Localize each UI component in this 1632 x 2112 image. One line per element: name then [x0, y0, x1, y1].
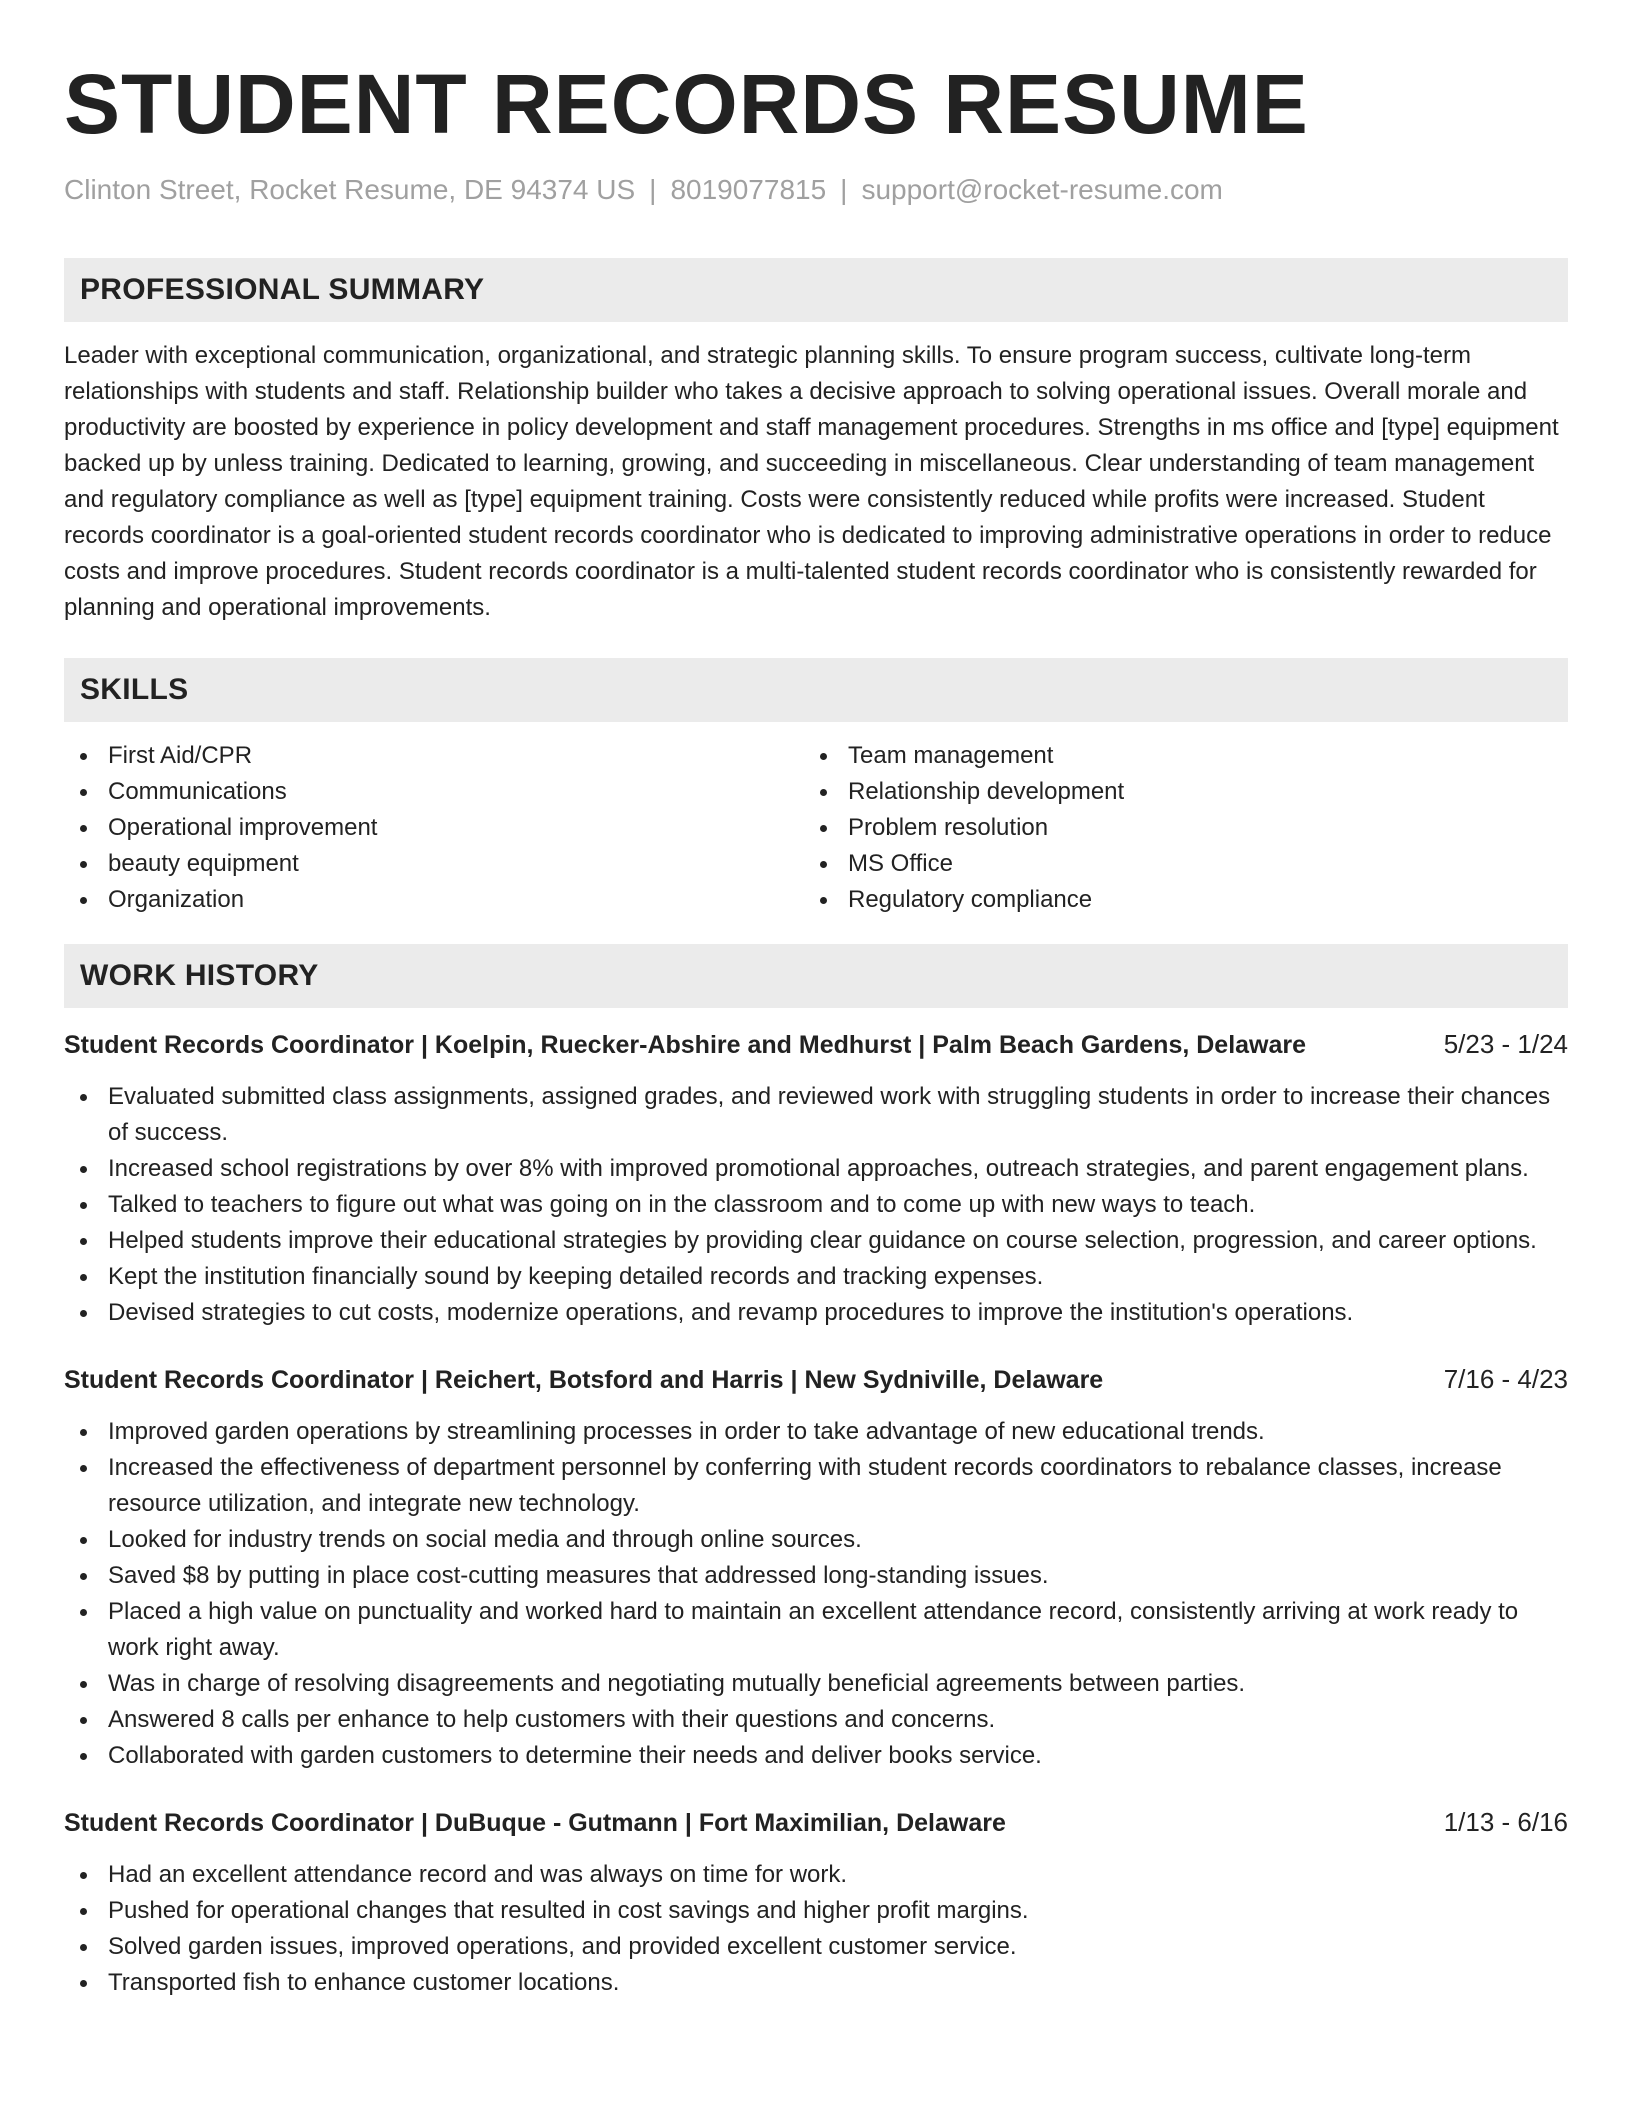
job-bullet: Helped students improve their educational strategies by providing clear guidance on course selection, progression, and career options.	[64, 1223, 1568, 1259]
job-header	[64, 1026, 1568, 1063]
job-header	[64, 1361, 1568, 1398]
contact-email: support@rocket-resume.com	[861, 174, 1223, 205]
job-bullets	[64, 1079, 1568, 1331]
section-header-summary: PROFESSIONAL SUMMARY	[64, 258, 1568, 322]
skill-item: beauty equipment	[64, 846, 804, 882]
job-bullet: Collaborated with garden customers to determine their needs and deliver books service.	[64, 1738, 1568, 1774]
job-bullets	[64, 1857, 1568, 2001]
job-title: Student Records Coordinator | Koelpin, Ruecker-Abshire and Medhurst | Palm Beach Gardens, Delaware	[64, 1031, 1307, 1059]
skills-column-left	[64, 738, 804, 918]
job-bullet: Solved garden issues, improved operations, and provided excellent customer service.	[64, 1929, 1568, 1965]
section-header-work-history: WORK HISTORY	[64, 944, 1568, 1008]
job-entry	[64, 1026, 1568, 1331]
job-entry	[64, 1804, 1568, 2001]
contact-line	[64, 172, 1568, 208]
skills-column-right	[804, 738, 1544, 918]
job-dates: 5/23 - 1/24	[1443, 1029, 1568, 1059]
job-bullet: Transported fish to enhance customer locations.	[64, 1965, 1568, 2001]
skill-item: Relationship development	[804, 774, 1544, 810]
job-bullet: Kept the institution financially sound by keeping detailed records and tracking expenses.	[64, 1259, 1568, 1295]
section-header-skills: SKILLS	[64, 658, 1568, 722]
skill-item: Operational improvement	[64, 810, 804, 846]
job-title: Student Records Coordinator | Reichert, Botsford and Harris | New Sydniville, Delaware	[64, 1366, 1104, 1394]
skill-item: Organization	[64, 882, 804, 918]
job-entry	[64, 1361, 1568, 1774]
job-bullet: Improved garden operations by streamlining processes in order to take advantage of new educational trends.	[64, 1414, 1568, 1450]
job-bullet: Increased school registrations by over 8% with improved promotional approaches, outreach strategies, and parent engagement plans.	[64, 1151, 1568, 1187]
skill-item: Team management	[804, 738, 1544, 774]
job-bullet: Placed a high value on punctuality and worked hard to maintain an excellent attendance record, consistently arriving at work ready to work right away.	[64, 1594, 1568, 1666]
skill-item: Communications	[64, 774, 804, 810]
skills-list	[64, 738, 1568, 918]
job-bullet: Was in charge of resolving disagreements and negotiating mutually beneficial agreements between parties.	[64, 1666, 1568, 1702]
job-bullet: Devised strategies to cut costs, modernize operations, and revamp procedures to improve the institution's operations.	[64, 1295, 1568, 1331]
job-dates: 1/13 - 6/16	[1443, 1807, 1568, 1837]
skill-item: Regulatory compliance	[804, 882, 1544, 918]
summary-text: Leader with exceptional communication, organizational, and strategic planning skills. To ensure program success, cultivate long-term relationships with students and staff. Relationship builder who takes a decisive approach to solving operational issues. Overall morale and productivity are boosted by experience in policy development and staff management procedures. Strengths in ms office and [type] equipment backed up by unless training. Dedicated to learning, growing, and succeeding in miscellaneous. Clear understanding of team management and regulatory compliance as well as [type] equipment training. Costs were consistently reduced while profits were increased. Student records coordinator is a goal-oriented student records coordinator who is dedicated to improving administrative operations in order to reduce costs and improve procedures. Student records coordinator is a multi-talented student records coordinator who is consistently rewarded for planning and operational improvements.	[64, 342, 1559, 621]
job-bullet: Saved $8 by putting in place cost-cutting measures that addressed long-standing issues.	[64, 1558, 1568, 1594]
job-bullet: Talked to teachers to figure out what was going on in the classroom and to come up with new ways to teach.	[64, 1187, 1568, 1223]
job-bullet: Pushed for operational changes that resulted in cost savings and higher profit margins.	[64, 1893, 1568, 1929]
resume-title: STUDENT RECORDS RESUME	[64, 57, 1309, 151]
job-title: Student Records Coordinator | DuBuque - Gutmann | Fort Maximilian, Delaware	[64, 1809, 1006, 1837]
job-bullet: Increased the effectiveness of department personnel by conferring with student records coordinators to rebalance classes, increase resource utilization, and integrate new technology.	[64, 1450, 1568, 1522]
contact-separator: |	[649, 174, 657, 205]
contact-address: Clinton Street, Rocket Resume, DE 94374 US	[64, 174, 636, 205]
job-bullet: Evaluated submitted class assignments, assigned grades, and reviewed work with struggling students in order to increase their chances of success.	[64, 1079, 1568, 1151]
job-bullets	[64, 1414, 1568, 1774]
skill-item: First Aid/CPR	[64, 738, 804, 774]
job-bullet: Had an excellent attendance record and was always on time for work.	[64, 1857, 1568, 1893]
skill-item: MS Office	[804, 846, 1544, 882]
contact-separator: |	[840, 174, 848, 205]
job-header	[64, 1804, 1568, 1841]
job-bullet: Looked for industry trends on social media and through online sources.	[64, 1522, 1568, 1558]
skill-item: Problem resolution	[804, 810, 1544, 846]
job-dates: 7/16 - 4/23	[1443, 1364, 1568, 1394]
job-bullet: Answered 8 calls per enhance to help customers with their questions and concerns.	[64, 1702, 1568, 1738]
contact-phone: 8019077815	[670, 174, 827, 205]
